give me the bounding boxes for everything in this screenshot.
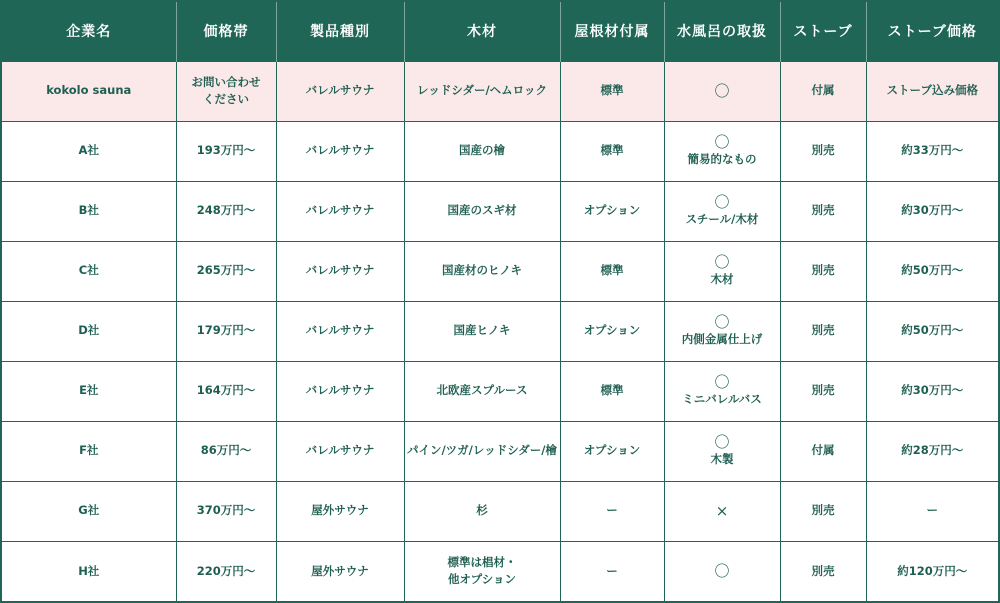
cell-product-type: バレルサウナ [276,61,404,121]
cell-stove-price: ー [866,481,998,541]
cell-stove: 別売 [780,301,866,361]
cell-wood: 北欧産スプルース [404,361,560,421]
cell-price [176,61,276,121]
cell-cold-bath [664,121,780,181]
cell-price: 248万円〜 [176,181,276,241]
cell-company: C社 [2,241,176,301]
cell-product-type: 屋外サウナ [276,541,404,601]
cell-price: 193万円〜 [176,121,276,181]
cell-stove-price: 約50万円〜 [866,301,998,361]
cell-cold-bath [664,241,780,301]
cell-price: 265万円〜 [176,241,276,301]
circle-mark-icon: 〇 [714,313,730,332]
cell-cold-bath [664,481,780,541]
cell-product-type: バレルサウナ [276,181,404,241]
cell-stove: 別売 [780,241,866,301]
cell-cold-bath [664,181,780,241]
circle-mark-icon: 〇 [714,133,730,152]
circle-mark-icon: 〇 [714,562,730,580]
cell-price: 370万円〜 [176,481,276,541]
cold-bath-note: 木製 [710,451,734,466]
cold-bath-note: スチール/木材 [685,211,759,226]
cell-cold-bath [664,61,780,121]
cell-product-type: バレルサウナ [276,121,404,181]
cell-roof: ー [560,541,664,601]
cell-cold-bath [664,301,780,361]
table-row [2,361,998,421]
cell-roof: 標準 [560,61,664,121]
cell-price: 220万円〜 [176,541,276,601]
header-product-type: 製品種別 [276,2,404,61]
cell-stove: 別売 [780,481,866,541]
header-company: 企業名 [2,2,176,61]
cell-wood: 杉 [404,481,560,541]
cell-stove: 別売 [780,121,866,181]
cell-price: 164万円〜 [176,361,276,421]
cell-price: 179万円〜 [176,301,276,361]
header-stove-price: ストーブ価格 [866,2,998,61]
table-row [2,61,998,121]
cell-stove: 別売 [780,361,866,421]
cell-wood [404,541,560,601]
cell-company: B社 [2,181,176,241]
cell-roof: 標準 [560,241,664,301]
cell-roof: ー [560,481,664,541]
cell-product-type: バレルサウナ [276,421,404,481]
cell-stove: 別売 [780,541,866,601]
circle-mark-icon: 〇 [714,253,730,272]
cell-cold-bath [664,361,780,421]
table-body [2,61,998,601]
cell-stove: 別売 [780,181,866,241]
cell-company: F社 [2,421,176,481]
cell-product-type: バレルサウナ [276,301,404,361]
cell-roof: オプション [560,421,664,481]
cold-bath-note: 内側金属仕上げ [681,331,763,346]
cold-bath-note: ミニバレルバス [682,391,762,406]
cell-price: 86万円〜 [176,421,276,481]
cell-wood: レッドシダー/ヘムロック [404,61,560,121]
cross-mark-icon: × [715,501,729,520]
cell-wood: 国産の檜 [404,121,560,181]
cell-line: ください [203,92,249,106]
cell-stove-price: 約33万円〜 [866,121,998,181]
header-stove: ストーブ [780,2,866,61]
cell-stove-price: 約28万円〜 [866,421,998,481]
cell-company: G社 [2,481,176,541]
table-row [2,541,998,601]
sauna-comparison-table [2,2,998,601]
cell-wood: 国産ヒノキ [404,301,560,361]
circle-mark-icon: 〇 [714,81,730,100]
cell-line: 標準は椙材・ [447,555,517,569]
cell-stove: 付属 [780,61,866,121]
cold-bath-note: 木材 [710,271,734,286]
cell-roof: オプション [560,181,664,241]
table-row [2,421,998,481]
table-row [2,181,998,241]
cell-stove-price: 約30万円〜 [866,181,998,241]
cell-product-type: バレルサウナ [276,241,404,301]
header-price: 価格帯 [176,2,276,61]
cell-stove-price: ストーブ込み価格 [866,61,998,121]
cell-stove-price: 約50万円〜 [866,241,998,301]
table-row [2,301,998,361]
cell-wood: 国産のスギ材 [404,181,560,241]
cell-roof: オプション [560,301,664,361]
table-row [2,121,998,181]
cold-bath-note: 簡易的なもの [687,151,757,166]
cell-stove-price: 約30万円〜 [866,361,998,421]
cell-stove-price: 約120万円〜 [866,541,998,601]
circle-mark-icon: 〇 [714,373,730,392]
table-row [2,241,998,301]
cell-wood: パイン/ツガ/レッドシダー/檜 [404,421,560,481]
cell-stove: 付属 [780,421,866,481]
header-wood: 木材 [404,2,560,61]
cell-roof: 標準 [560,121,664,181]
cell-company: A社 [2,121,176,181]
cell-wood: 国産材のヒノキ [404,241,560,301]
table-row [2,481,998,541]
cell-roof: 標準 [560,361,664,421]
cell-line: 他オプション [448,572,516,587]
circle-mark-icon: 〇 [714,193,730,212]
cell-product-type: バレルサウナ [276,361,404,421]
cell-company: E社 [2,361,176,421]
cell-product-type: 屋外サウナ [276,481,404,541]
header-cold-bath: 水風呂の取扱 [664,2,780,61]
cell-line: お問い合わせ [191,74,261,89]
circle-mark-icon: 〇 [714,433,730,452]
cell-cold-bath [664,541,780,601]
header-row [2,2,998,61]
header-roof: 屋根材付属 [560,2,664,61]
cell-company: kokolo sauna [2,61,176,121]
cell-company: D社 [2,301,176,361]
cell-cold-bath [664,421,780,481]
cell-company: H社 [2,541,176,601]
